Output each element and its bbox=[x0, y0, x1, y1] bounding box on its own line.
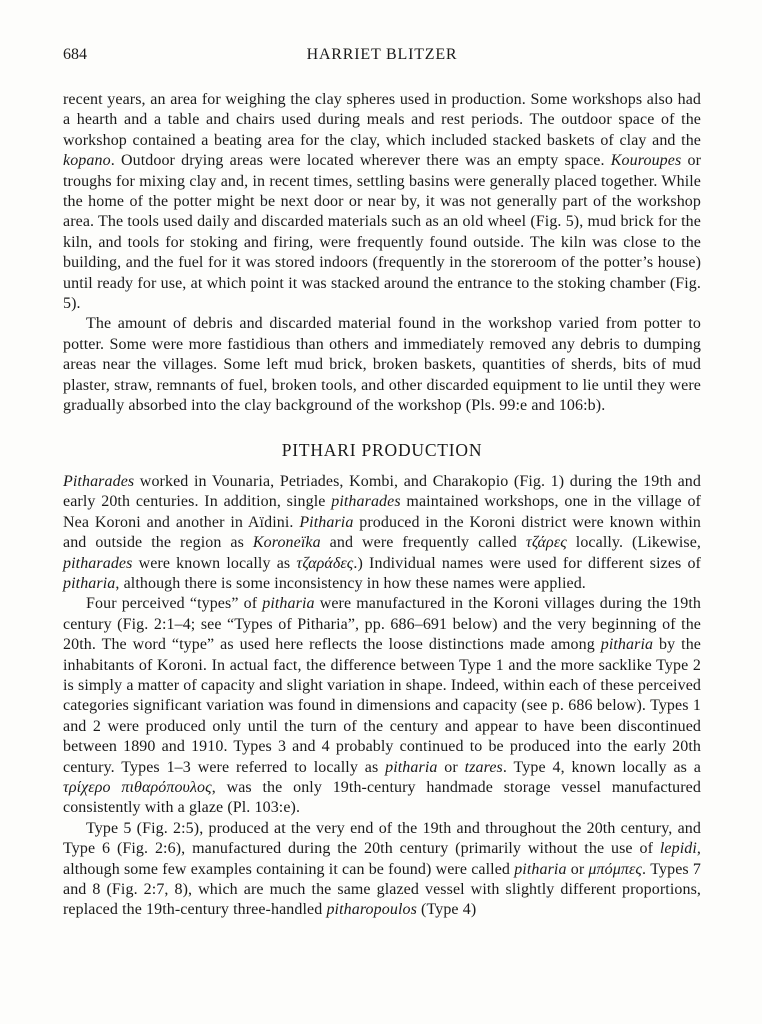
paragraph bbox=[63, 594, 701, 818]
greek-term: μπόμπες bbox=[588, 860, 642, 878]
greek-term: τζάρες bbox=[525, 534, 567, 552]
text-segment: (Type 4) bbox=[416, 901, 477, 919]
paragraph bbox=[63, 819, 701, 921]
section-heading: PITHARI PRODUCTION bbox=[281, 439, 483, 460]
text-segment: , was the only 19th-century handmade storage vessel manufactured consistently with a glaze (Pl. 103:e). bbox=[63, 779, 701, 817]
text-segment: were manufactured in the Koroni villages during the 19th century (Fig. 2:1–4; see “Types of Pitharia”, pp. 686–691 below) and the very beginning of the 20th. The word “type” as used here reflects the loose distinctions made among bbox=[63, 595, 702, 654]
paragraph bbox=[63, 472, 701, 594]
italic-term: pitharia bbox=[600, 636, 654, 654]
italic-term: pitharades bbox=[63, 554, 133, 572]
page-body bbox=[63, 90, 701, 921]
text-segment: or bbox=[566, 860, 589, 878]
text-segment: The amount of debris and discarded material found in the workshop varied from potter to potter. Some were more fastidious than others and immediately removed any debris to dumping areas near the villages. Some left mud brick, broken baskets, quantities of sherds, bits of mud plaster, straw, remnants of fuel, broken tools, and other discarded equipment to lie until they were gradually absorbed into the clay background of the workshop (Pls. 99:e and 106:b). bbox=[63, 315, 701, 415]
greek-term: τζαράδες bbox=[296, 554, 354, 572]
greek-term: τρίχερο πιθαρόπουλος bbox=[63, 779, 212, 796]
italic-term: pitharia bbox=[514, 860, 567, 878]
italic-term: lepidi bbox=[659, 840, 697, 858]
text-segment: produced in the Koroni district were known within and outside the region as bbox=[63, 513, 701, 552]
italic-term: Pitharades bbox=[63, 472, 135, 490]
italic-term: Koroneïka bbox=[252, 534, 321, 552]
text-segment: .) Individual names were used for different sizes of bbox=[353, 554, 701, 572]
page-number: 684 bbox=[63, 46, 87, 63]
italic-term: pitharades bbox=[331, 493, 401, 511]
text-segment: were known locally as bbox=[132, 554, 297, 572]
italic-term: Kouroupes bbox=[610, 152, 682, 170]
text-segment: , although some few examples containing it can be found) were called bbox=[63, 840, 701, 878]
text-segment: . Outdoor drying areas were located wherever there was an empty space. bbox=[110, 152, 611, 170]
text-segment: or bbox=[437, 758, 465, 776]
paragraph bbox=[63, 90, 701, 314]
text-segment: Four perceived “types” of bbox=[86, 595, 263, 613]
italic-term: pitharia bbox=[63, 574, 116, 592]
text-segment: locally. (Likewise, bbox=[566, 534, 701, 552]
text-segment: . Types 7 and 8 (Fig. 2:7, 8), which are much the same glazed vessel with slightly different proportions, replaced the 19th-century three-handled bbox=[63, 860, 701, 919]
text-segment: . Type 4, known locally as a bbox=[502, 758, 701, 776]
italic-term: pitharia bbox=[385, 758, 438, 776]
paragraph bbox=[63, 314, 701, 416]
text-segment: , although there is some inconsistency in how these names were applied. bbox=[115, 574, 586, 592]
text-segment: Type 5 (Fig. 2:5), produced at the very end of the 19th and throughout the 20th century, and Type 6 (Fig. 2:6), manufactured during the 20th century (primarily without the use of bbox=[63, 819, 701, 858]
text-segment: and were frequently called bbox=[320, 534, 526, 552]
text-segment: recent years, an area for weighing the clay spheres used in production. Some workshops also had a hearth and a table and chairs used during meals and rest periods. The outdoor space of the workshop contained a beating area for the clay, which included stacked baskets of clay and the bbox=[63, 91, 701, 149]
text-segment: maintained workshops, one in the village of Nea Koroni and another in Aïdini. bbox=[63, 493, 701, 531]
italic-term: tzares bbox=[464, 758, 503, 776]
running-head: HARRIET BLITZER bbox=[306, 46, 458, 63]
page-header bbox=[63, 46, 701, 66]
italic-term: pitharia bbox=[262, 595, 315, 613]
text-segment: or troughs for mixing clay and, in recent times, settling basins were generally placed together. While the home of the potter might be next door or near by, it was not generally part of the workshop area. The tools used daily and discarded materials such as an old wheel (Fig. 5), mud brick for the kiln, and tools for stoking and firing, were frequently found outside. The kiln was close to the building, and the fuel for it was stored indoors (frequently in the storeroom of the potter’s house) until ready for use, at which point it was stacked around the entrance to the stoking chamber (Fig. 5). bbox=[63, 152, 701, 313]
italic-term: Pitharia bbox=[299, 513, 354, 531]
italic-term: kopano bbox=[63, 152, 111, 170]
text-segment: by the inhabitants of Koroni. In actual fact, the difference between Type 1 and the more sacklike Type 2 is simply a matter of capacity and slight variation in shape. Indeed, within each of these perceived categories significant variation was found in dimensions and capacity (see p. 686 below). Types 1 and 2 were produced only until the turn of the century and appear to have been discontinued between 1890 and 1910. Types 3 and 4 probably continued to be produced into the early 20th century. Types 1–3 were referred to locally as bbox=[63, 636, 702, 776]
text-segment: worked in Vounaria, Petriades, Kombi, and Charakopio (Fig. 1) during the 19th and early 20th centuries. In addition, single bbox=[63, 472, 701, 511]
italic-term: pitharopoulos bbox=[326, 901, 417, 919]
